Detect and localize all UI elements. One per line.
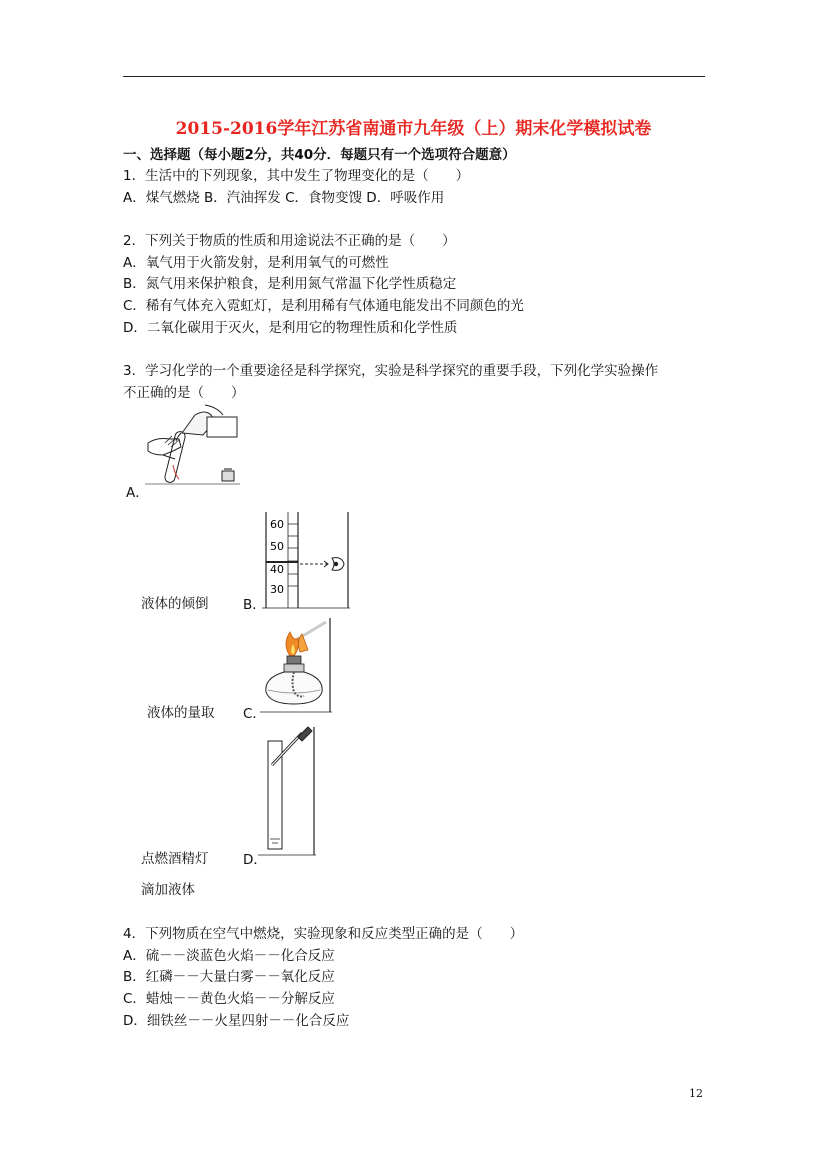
question-2-option-b: B．氮气用来保护粮食，是利用氮气常温下化学性质稳定 <box>123 276 457 292</box>
question-1-options: A．煤气燃烧 B．汽油挥发 C．食物变馊 D．呼吸作用 <box>123 190 445 206</box>
figure-alcohol-lamp <box>260 618 334 716</box>
question-3-option-d: D． <box>243 852 267 868</box>
question-4-stem: 4．下列物质在空气中燃烧，实验现象和反应类型正确的是（ ） <box>123 926 524 942</box>
question-3-caption-c: 点燃酒精灯 <box>141 851 209 867</box>
question-3-caption-a: 液体的倾倒 <box>141 596 209 612</box>
question-4-option-b: B．红磷－－大量白雾－－氧化反应 <box>123 969 335 985</box>
header-rule <box>123 76 705 77</box>
question-3-option-a: A． <box>126 485 149 501</box>
question-2-option-a: A．氧气用于火箭发射，是利用氧气的可燃性 <box>123 255 389 271</box>
question-4-option-a: A．硫－－淡蓝色火焰－－化合反应 <box>123 948 335 964</box>
figure-graduated-cylinder <box>262 512 350 610</box>
question-2-stem: 2．下列关于物质的性质和用途说法不正确的是（ ） <box>123 233 456 249</box>
question-2-option-c: C．稀有气体充入霓虹灯，是利用稀有气体通电能发出不同颜色的光 <box>123 298 524 314</box>
cylinder-tick-40: 40 <box>270 563 284 576</box>
question-3-option-c: C． <box>243 706 266 722</box>
cylinder-tick-60: 60 <box>270 518 284 531</box>
question-2-option-d: D．二氧化碳用于灭火，是利用它的物理性质和化学性质 <box>123 320 458 336</box>
question-4-option-c: C．蜡烛－－黄色火焰－－分解反应 <box>123 991 335 1007</box>
question-3-caption-b: 液体的量取 <box>147 705 215 721</box>
figure-dropper-test-tube <box>258 727 316 857</box>
cylinder-tick-50: 50 <box>270 540 284 553</box>
question-3-option-b: B． <box>243 597 266 613</box>
figure-liquid-pouring <box>145 403 240 487</box>
question-3-caption-d: 滴加液体 <box>141 882 195 898</box>
page-title: 2015-2016学年江苏省南通市九年级（上）期末化学模拟试卷 <box>175 119 652 139</box>
question-3-stem-line1: 3．学习化学的一个重要途径是科学探究，实验是科学探究的重要手段，下列化学实验操作 <box>123 363 659 379</box>
cylinder-tick-30: 30 <box>270 583 284 596</box>
question-1-stem: 1．生活中的下列现象，其中发生了物理变化的是（ ） <box>123 168 470 184</box>
section-heading: 一、选择题（每小题2分，共40分．每题只有一个选项符合题意） <box>123 147 516 163</box>
question-3-stem-line2: 不正确的是（ ） <box>123 385 245 401</box>
page-number: 12 <box>689 1087 703 1100</box>
question-4-option-d: D．细铁丝－－火星四射－－化合反应 <box>123 1013 350 1029</box>
